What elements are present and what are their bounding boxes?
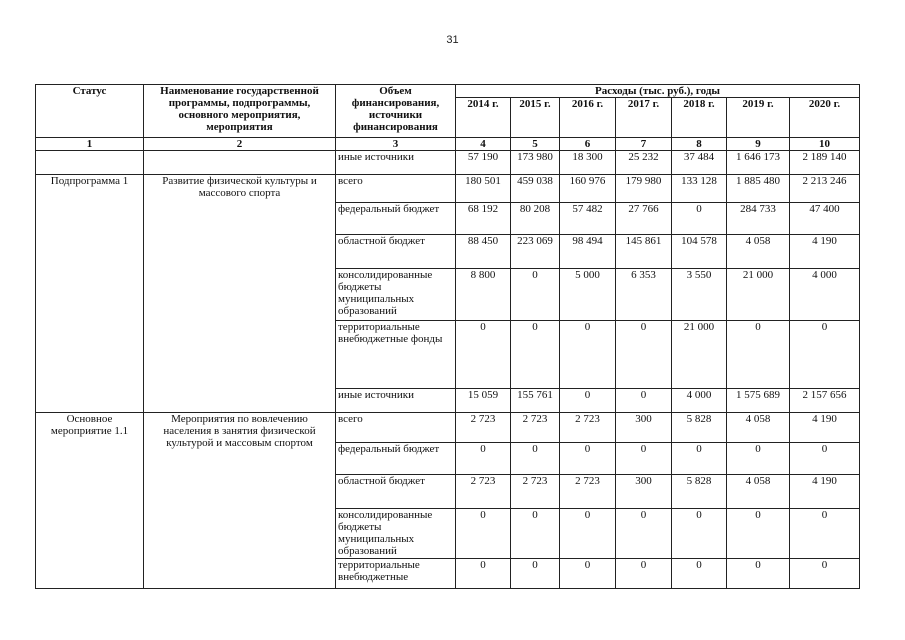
column-index: 3	[336, 138, 456, 151]
expense-value-cell: 0	[511, 321, 560, 389]
expense-value-cell: 223 069	[511, 235, 560, 269]
column-index: 8	[672, 138, 727, 151]
budget-table	[35, 84, 860, 589]
funding-source-cell: консолидированные бюджеты муниципальных образований	[336, 269, 456, 321]
program-name-cell: Мероприятия по вовлечению населения в занятия физической культурой и массовым спортом	[144, 413, 336, 589]
expense-value-cell: 0	[790, 509, 860, 559]
funding-source-cell: иные источники	[336, 151, 456, 175]
column-index: 4	[456, 138, 511, 151]
funding-source-cell: иные источники	[336, 389, 456, 413]
expense-value-cell: 0	[672, 509, 727, 559]
expense-value-cell: 80 208	[511, 203, 560, 235]
expense-value-cell: 459 038	[511, 175, 560, 203]
status-cell: Подпрограмма 1	[36, 175, 144, 413]
expense-value-cell: 21 000	[672, 321, 727, 389]
status-cell	[36, 151, 144, 175]
expense-value-cell: 0	[727, 443, 790, 475]
header-year: 2014 г.	[456, 98, 511, 138]
expense-value-cell: 0	[790, 321, 860, 389]
program-name-cell: Развитие физической культуры и массового спорта	[144, 175, 336, 413]
header-source: Объем финансирования, источники финансирования	[336, 85, 456, 138]
expense-value-cell: 2 189 140	[790, 151, 860, 175]
expense-value-cell: 47 400	[790, 203, 860, 235]
expense-value-cell: 27 766	[616, 203, 672, 235]
expense-value-cell: 0	[790, 443, 860, 475]
column-index: 5	[511, 138, 560, 151]
funding-source-cell: консолидированные бюджеты муниципальных образований	[336, 509, 456, 559]
header-year: 2017 г.	[616, 98, 672, 138]
expense-value-cell: 0	[560, 443, 616, 475]
header-name: Наименование государственной программы, подпрограммы, основного мероприятия, мероприятия	[144, 85, 336, 138]
column-index: 2	[144, 138, 336, 151]
funding-source-cell: всего	[336, 175, 456, 203]
table-row	[36, 413, 860, 443]
funding-source-cell: всего	[336, 413, 456, 443]
expense-value-cell: 0	[456, 443, 511, 475]
expense-value-cell: 0	[672, 559, 727, 589]
page-number: 31	[446, 34, 459, 46]
expense-value-cell: 68 192	[456, 203, 511, 235]
expense-value-cell: 5 828	[672, 475, 727, 509]
header-year: 2019 г.	[727, 98, 790, 138]
expense-value-cell: 0	[511, 269, 560, 321]
expense-value-cell: 0	[790, 559, 860, 589]
expense-value-cell: 0	[616, 443, 672, 475]
expense-value-cell: 3 550	[672, 269, 727, 321]
expense-value-cell: 145 861	[616, 235, 672, 269]
expense-value-cell: 15 059	[456, 389, 511, 413]
expense-value-cell: 180 501	[456, 175, 511, 203]
expense-value-cell: 173 980	[511, 151, 560, 175]
header-year: 2018 г.	[672, 98, 727, 138]
expense-value-cell: 2 723	[560, 475, 616, 509]
header-expenses: Расходы (тыс. руб.), годы	[456, 85, 860, 98]
header-year: 2016 г.	[560, 98, 616, 138]
expense-value-cell: 0	[672, 203, 727, 235]
expense-value-cell: 6 353	[616, 269, 672, 321]
expense-value-cell: 284 733	[727, 203, 790, 235]
table-row	[36, 175, 860, 203]
expense-value-cell: 2 157 656	[790, 389, 860, 413]
expense-value-cell: 160 976	[560, 175, 616, 203]
header-year: 2020 г.	[790, 98, 860, 138]
expense-value-cell: 4 058	[727, 413, 790, 443]
funding-source-cell: территориальные внебюджетные фонды	[336, 321, 456, 389]
column-index: 10	[790, 138, 860, 151]
expense-value-cell: 2 723	[511, 475, 560, 509]
expense-value-cell: 1 646 173	[727, 151, 790, 175]
expense-value-cell: 2 723	[456, 413, 511, 443]
expense-value-cell: 104 578	[672, 235, 727, 269]
expense-value-cell: 2 723	[511, 413, 560, 443]
column-index: 9	[727, 138, 790, 151]
column-index: 7	[616, 138, 672, 151]
status-cell: Основное мероприятие 1.1	[36, 413, 144, 589]
expense-value-cell: 0	[616, 389, 672, 413]
expense-value-cell: 0	[616, 321, 672, 389]
header-year: 2015 г.	[511, 98, 560, 138]
expense-value-cell: 0	[456, 559, 511, 589]
expense-value-cell: 0	[511, 559, 560, 589]
expense-value-cell: 1 885 480	[727, 175, 790, 203]
expense-value-cell: 4 000	[790, 269, 860, 321]
column-index: 1	[36, 138, 144, 151]
expense-value-cell: 18 300	[560, 151, 616, 175]
expense-value-cell: 0	[560, 509, 616, 559]
header-row	[36, 85, 860, 98]
expense-value-cell: 57 482	[560, 203, 616, 235]
table-body	[36, 151, 860, 589]
expense-value-cell: 4 000	[672, 389, 727, 413]
expense-value-cell: 300	[616, 413, 672, 443]
expense-value-cell: 0	[727, 321, 790, 389]
funding-source-cell: областной бюджет	[336, 235, 456, 269]
funding-source-cell: территориальные внебюджетные	[336, 559, 456, 589]
expense-value-cell: 0	[560, 389, 616, 413]
expense-value-cell: 4 058	[727, 475, 790, 509]
expense-value-cell: 88 450	[456, 235, 511, 269]
expense-value-cell: 0	[560, 559, 616, 589]
expense-value-cell: 0	[616, 559, 672, 589]
expense-value-cell: 2 723	[456, 475, 511, 509]
expense-value-cell: 300	[616, 475, 672, 509]
table-row	[36, 151, 860, 175]
column-index: 6	[560, 138, 616, 151]
expense-value-cell: 0	[456, 321, 511, 389]
expense-value-cell: 2 723	[560, 413, 616, 443]
funding-source-cell: областной бюджет	[336, 475, 456, 509]
expense-value-cell: 4 190	[790, 475, 860, 509]
expense-value-cell: 0	[456, 509, 511, 559]
expense-value-cell: 4 190	[790, 235, 860, 269]
expense-value-cell: 0	[511, 443, 560, 475]
program-name-cell	[144, 151, 336, 175]
expense-value-cell: 0	[511, 509, 560, 559]
funding-source-cell: федеральный бюджет	[336, 443, 456, 475]
expense-value-cell: 5 828	[672, 413, 727, 443]
expense-value-cell: 0	[727, 559, 790, 589]
expense-value-cell: 98 494	[560, 235, 616, 269]
expense-value-cell: 4 190	[790, 413, 860, 443]
expense-value-cell: 37 484	[672, 151, 727, 175]
expense-value-cell: 155 761	[511, 389, 560, 413]
expense-value-cell: 0	[727, 509, 790, 559]
expense-value-cell: 25 232	[616, 151, 672, 175]
expense-value-cell: 0	[560, 321, 616, 389]
expense-value-cell: 179 980	[616, 175, 672, 203]
funding-source-cell: федеральный бюджет	[336, 203, 456, 235]
expense-value-cell: 2 213 246	[790, 175, 860, 203]
expense-value-cell: 133 128	[672, 175, 727, 203]
expense-value-cell: 1 575 689	[727, 389, 790, 413]
expense-value-cell: 0	[672, 443, 727, 475]
header-status: Статус	[36, 85, 144, 138]
expense-value-cell: 4 058	[727, 235, 790, 269]
expense-value-cell: 8 800	[456, 269, 511, 321]
expense-value-cell: 0	[616, 509, 672, 559]
expense-value-cell: 5 000	[560, 269, 616, 321]
expense-value-cell: 21 000	[727, 269, 790, 321]
expense-value-cell: 57 190	[456, 151, 511, 175]
header-index-row	[36, 138, 860, 151]
